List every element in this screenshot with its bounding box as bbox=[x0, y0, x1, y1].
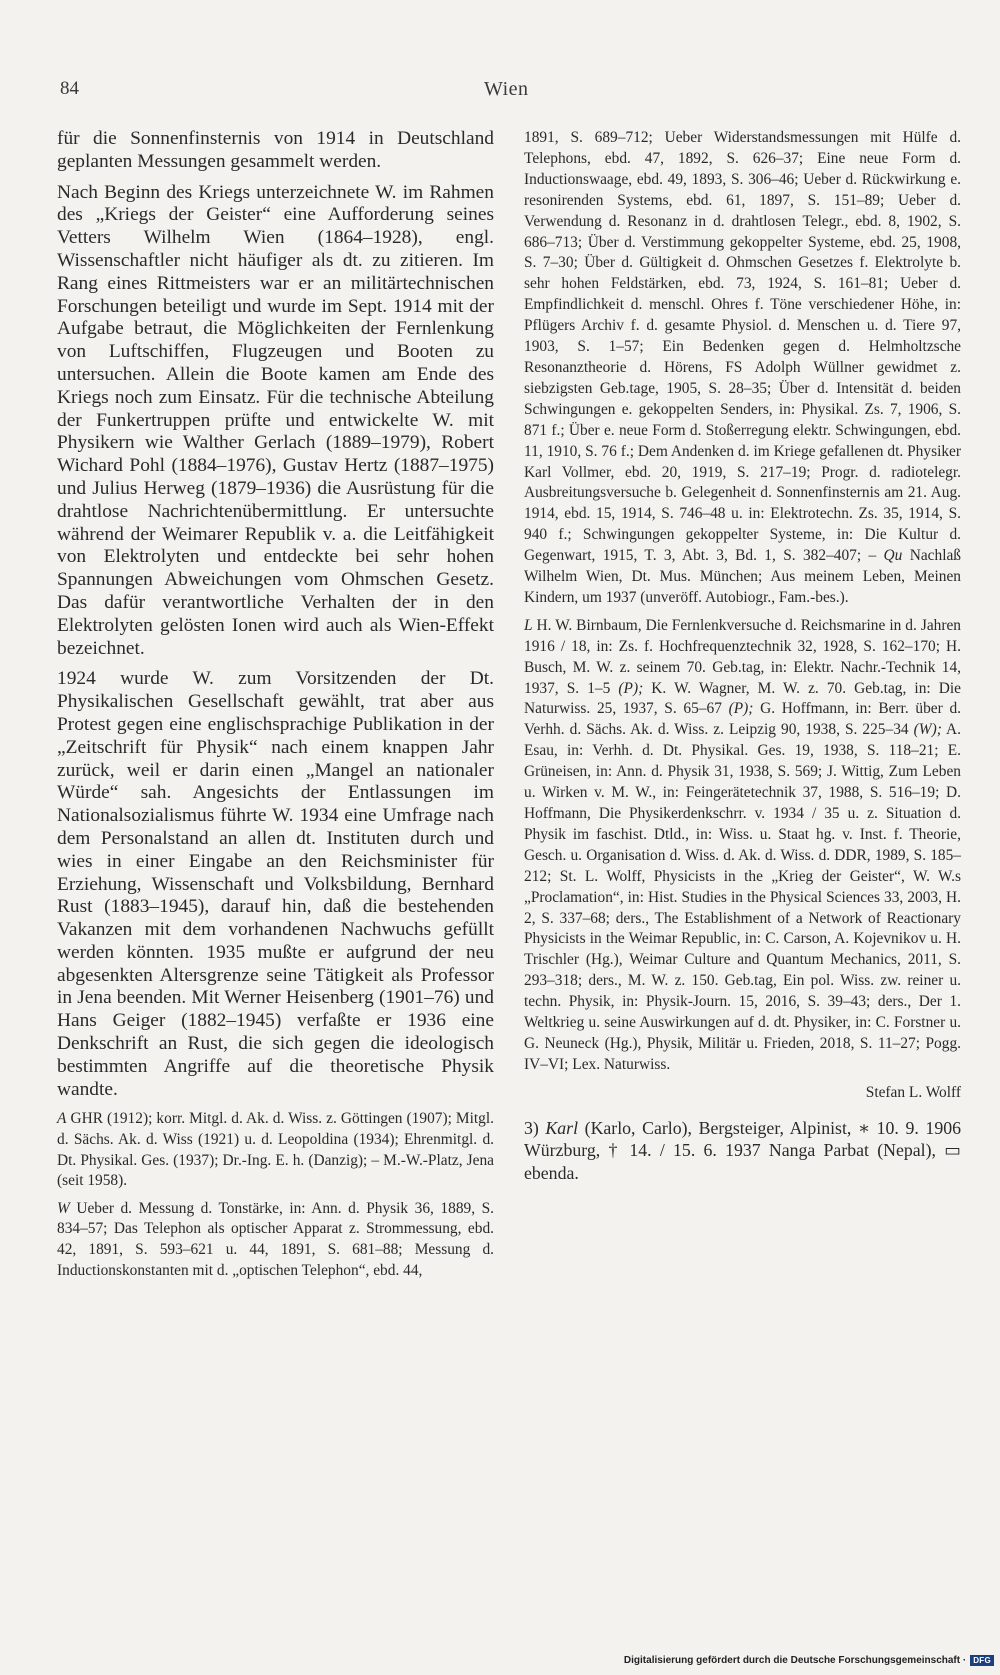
paragraph: für die Sonnenfinsternis von 1914 in Deutschland geplanten Messungen gesammelt werden. bbox=[57, 128, 494, 172]
right-column bbox=[524, 128, 961, 1184]
works-continued bbox=[524, 128, 961, 609]
section-text: 1891, S. 689–712; Ueber Widerstandsmessungen mit Hülfe d. Telephons, ebd. 47, 1892, S. 626–37; Eine neue Form d. Inductionswaage, ebd. 49, 1893, S. 306–46; Ueber d. Rückwirkung e. resonirenden Systems, ebd. 61, 1897, S. 151–89; Ueber d. Verwendung d. Resonanz in d. drahtlosen Telegr., ebd. 8, 1902, S. 686–713; Über d. Verstimmung gekoppelter Systeme, ebd. 25, 1908, S. 7–30; Über d. Gültigkeit d. Ohmschen Gesetzes f. Elektrolyte b. sehr hohen Feldstärken, ebd. 73, 1924, S. 161–81; Ueber d. Empfindlichkeit d. menschl. Ohres f. Töne verschiedener Höhe, in: Pflügers Archiv f. d. gesamte Physiol. d. Menschen u. d. Tiere 97, 1903, S. 1–57; Ein Bedenken gegen d. Helmholtzsche Resonanztheorie d. Hörens, FS Adolph Wüllner gewidmet z. siebzigsten Geb.tage, 1905, S. 28–35; Über d. Intensität d. beiden Schwingungen e. gekoppelten Senders, in: Physikal. Zs. 7, 1906, S. 871 f.; Über e. neue Form d. Stoßerregung elektr. Schwingungen, ebd. 11, 1910, S. 76 f.; Dem Andenken d. im Kriege gefallenen dt. Physiker Karl Vollmer, ebd. 20, 1919, S. 217–19; Progr. d. radiotelegr. Ausbreitungsversuche b. Gelegenheit d. Sonnenfinsternis am 21. Aug. 1914, ebd. 15, 1914, S. 746–48 u. in: Elektrotechn. Zs. 35, 1914, S. 940 f.; Schwingungen gekoppelter Systeme, in: Die Kultur d. Gegenwart, 1915, T. 3, Abt. 3, Bd. 1, S. 382–407; – bbox=[524, 129, 961, 565]
next-entry bbox=[524, 1117, 961, 1184]
section-text: Nachlaß Wilhelm Wien, Dt. Mus. München; Aus meinem Leben, Meinen Kindern, um 1937 (unveröff. Autobiogr., Fam.-bes.). bbox=[524, 547, 961, 606]
bibliography bbox=[57, 1109, 494, 1281]
section-label: W bbox=[57, 1199, 70, 1217]
article-author: Stefan L. Wolff bbox=[865, 1083, 961, 1101]
section-text: K. W. Wagner, M. W. z. 70. Geb.tag, in: Die Naturwiss. 25, 1937, S. 65–67 bbox=[524, 679, 961, 718]
section-text: Ueber d. Messung d. Tonstärke, in: Ann. d. Physik 36, 1889, S. 834–57; Das Telephon als optischer Apparat z. Strommessung, ebd. 42, 1891, S. 593–621 u. 44, 1891, S. 681–88; Messung d. Inductionskonstanten mit d. „optischen Telephon“, ebd. 44, bbox=[57, 1199, 494, 1279]
section-label: A bbox=[57, 1110, 67, 1128]
main-text bbox=[57, 128, 494, 1101]
portrait-marker: (P); bbox=[728, 700, 754, 718]
section-label: Qu bbox=[883, 547, 903, 565]
dfg-logo: DFG bbox=[970, 1655, 994, 1666]
entry-number: 3) bbox=[524, 1117, 546, 1138]
literature-section bbox=[524, 616, 961, 1076]
footer-text: Digitalisierung gefördert durch die Deutsche Forschungsgemeinschaft · bbox=[623, 1655, 967, 1666]
section-label: L bbox=[524, 616, 533, 634]
portrait-marker: (P); bbox=[618, 679, 644, 697]
honors-section bbox=[57, 1109, 494, 1191]
entry-name: Karl bbox=[545, 1117, 579, 1138]
section-text: GHR (1912); korr. Mitgl. d. Ak. d. Wiss. z. Göttingen (1907); Mitgl. d. Sächs. Ak. d. Wiss (1921) u. d. Leopoldina (1934); Ehrenmitgl. d. Dt. Physikal. Ges. (1937); Dr.-Ing. E. h. (Danzig); – M.-W.-Platz, Jena (seit 1958). bbox=[57, 1110, 494, 1190]
digitization-footer bbox=[624, 1655, 994, 1666]
works-marker: (W); bbox=[913, 721, 942, 739]
left-column bbox=[57, 128, 494, 1288]
section-text: G. Hoffmann, in: Berr. über d. Verhh. d. Sächs. Ak. d. Wiss. z. Leipzig 90, 1938, S. 225–34 bbox=[524, 700, 962, 739]
section-text: A. Esau, in: Verhh. d. Dt. Physikal. Ges. 19, 1938, S. 118–21; E. Grüneisen, in: Ann. d. Physik 31, 1938, S. 569; J. Wittig, Zum Leben u. Wirken v. M. W., in: Feingerätetechnik 37, 1988, S. 516–19; D. Hoffmann, Die Physikerdenkschrr. v. 1934 / 35 u. z. Situation d. Physik im faschist. Dtld., in: Wiss. u. Staat hg. v. Inst. f. Theorie, Gesch. u. Organisation d. Wiss. d. Ak. d. Wiss. d. DDR, 1989, S. 185–212; St. L. Wolff, Physicists in the „Krieg der Geister“, W. W.s „Proclamation“, in: Hist. Studies in the Physical Sciences 33, 2003, H. 2, S. 337–68; ders., The Establishment of a Network of Reactionary Physicists in the Weimar Republic, in: C. Carson, A. Kojevnikov u. H. Trischler (Hg.), Weimar Culture and Quantum Mechanics, 2011, S. 293–318; ders., M. W. z. 150. Geb.tag, Ein pol. Wiss. zw. reiner u. techn. Physik, in: Physik-Journ. 15, 2016, S. 39–43; ders., Der 1. Weltkrieg u. seine Auswirkungen auf d. dt. Physiker, in: C. Forstner u. G. Neuneck (Hg.), Physik, Militär u. Frieden, 2018, S. 11–27; Pogg. IV–VI; Lex. Naturwiss. bbox=[524, 721, 961, 1073]
entry-text: (Karlo, Carlo), Bergsteiger, Alpinist, ∗ 10. 9. 1906 Würzburg, † 14. / 15. 6. 1937 Nanga Parbat (Nepal), ▭ ebenda. bbox=[524, 1117, 961, 1183]
running-head: Wien bbox=[484, 78, 529, 100]
section-text: H. W. Birnbaum, Die Fernlenkversuche d. Reichsmarine in d. Jahren 1916 / 18, in: Zs. f. Hochfrequenztechnik 32, 1928, S. 162–170; H. Busch, M. W. z. seinem 70. Geb.tag, in: Elektr. Nachr.-Technik 14, 1937, S. 1–5 bbox=[524, 616, 961, 697]
page-number: 84 bbox=[60, 78, 79, 99]
bibliography bbox=[524, 128, 961, 1076]
works-section bbox=[57, 1199, 494, 1281]
paragraph: Nach Beginn des Kriegs unterzeichnete W. im Rahmen des „Kriegs der Geister“ eine Aufforderung seines Vetters Wilhelm Wien (1864–1928), engl. Wissenschaftler nicht häufiger als dt. zu zitieren. Im Rang eines Rittmeisters war er an militärtechnischen Forschungen beteiligt und wurde im Sept. 1914 mit der Aufgabe betraut, die Möglichkeiten der Fernlenkung von Luftschiffen, Flugzeugen und Booten zu untersuchen. Allein die Boote kamen am Ende des Kriegs noch zum Einsatz. Für die technische Abteilung der Funkertruppen prüfte und entwickelte W. mit Physikern wie Walther Gerlach (1889–1979), Robert Wichard Pohl (1884–1976), Gustav Hertz (1887–1975) und Julius Herweg (1879–1936) die Ausrüstung für die drahtlose Nachrichtenübermittlung. Er untersuchte während der Weimarer Republik v. a. die Leitfähigkeit von Elektrolyten und entdeckte bei sehr hohen Spannungen Abweichungen vom Ohmschen Gesetz. Das dafür verantwortliche Verhalten der in den Elektrolyten gelösten Ionen wird auch als Wien-Effekt bezeichnet. bbox=[57, 181, 494, 659]
paragraph: 1924 wurde W. zum Vorsitzenden der Dt. Physikalischen Gesellschaft gewählt, trat aber aus Protest gegen eine englischsprachige Publikation in der „Zeitschrift für Physik“ nach einem knappen Jahr zurück, weil er darin einen „Mangel an nationaler Würde“ sah. Angesichts der Entlassungen im Nationalsozialismus führte W. 1934 eine Umfrage nach dem Personalstand an allen dt. Instituten durch und wies in einer Eingabe an den Reichsminister für Erziehung, Wissenschaft und Volksbildung, Bernhard Rust (1883–1945), darauf hin, daß die bestehenden Vakanzen mit dem vorhandenen Nachwuchs gefüllt werden könnten. 1935 mußte er aufgrund der neu abgesenkten Altersgrenze seine Tätigkeit als Professor in Jena beenden. Mit Werner Heisenberg (1901–76) und Hans Geiger (1882–1945) verfaßte er 1936 eine Denkschrift an Rust, die sich gegen die ideologisch bestimmten Angriffe auf die theoretische Physik wandte. bbox=[57, 668, 494, 1100]
